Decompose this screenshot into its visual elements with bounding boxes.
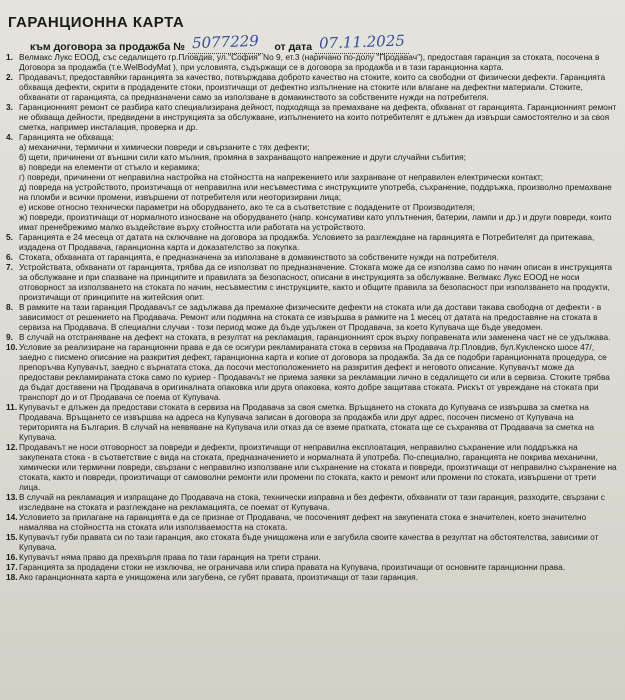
clause: 7. Устройствата, обхванати от гаранцията, трябва да се използват по предназначение. Стоката може да се използва само по начин описан в инструкцията за обслужване и при спазване на принципите и правилата за безопасност, описани в инструкцията за обслужване. Велмакс Лукс ЕООД не носи отговорност за използването на стоката по начин, несъвместим с инструкциите, както и общите правила за безопасност при използването на продукти, произтичащи от принципите на житейския опит. [6,262,612,302]
warranty-clauses [6,52,618,582]
exclusion-item: в) повреди на елементи от стъкло и керамика; [19,162,200,172]
exclusion-item: д) повреда на устройството, произтичаща от неправилна или несъвместима с инструкциите употреба, съхранение, поддръжка, произволно премахване на пломби и всички промени, извършени от потребителя или неоторизирани лица; [19,182,612,202]
exclusion-item: г) повреди, причинени от неправилна настройка на стойността на напрежението или захранване от неправилен електрически контакт; [19,172,544,182]
clause: 1. Велмакс Лукс ЕООД, със седалището гр.Пловдив, ул."София" No 9, ет.3 (наричано по-долу "Продавач"), предоставя гаранция за стоката, посочена в Договора за продажба (т.е.WelBodyMat ), при условията, съдържащи се в договора за продажба и в тази гаранционна карта. [6,52,600,72]
clause: 17. Гаранцията за продадени стоки не изключва, не ограничава или спира правата на Купувача, произтичащи от основните гаранционни права. [6,562,566,572]
clause: 15. Купувачът губи правата си по тази гаранция, ако стоката бъде унищожена или е загубила своите качества в резултат на обстоятелства, зависими от Купувача. [6,532,599,552]
clause: 5. Гаранцията е 24 месеца от датата на сключване на договора за продажба. Условието за разглеждане на гаранцията е Потребителят да притежава, издадена от Продавача, гаранционна карта и доказателство за покупка. [6,232,595,252]
contract-date: 07.11.2025 [318,31,406,53]
document-title: ГАРАНЦИОННА КАРТА [8,14,185,31]
clause: 16. Купувачът няма право да прехвърля права по тази гаранция на трети страни. [6,552,321,562]
clause: 10. Условие за реализиране на гаранционни права е да се осигури рекламираната стока в сервиза на Продавача /гр.Пловдив, бул.Кукленско шосе 47/, заедно с писмено описание на разкрития дефект, гаранционна карта и копие от договора за продажба. За да се подобри гаранционната процедура, се препоръчва Купувачът, заедно с върнатата стока, да посочи местоположението на разкрития дефект и неговото описание. Купувачът може да предостави рекламираната стока само по куриер - Продавачът не приема заявки за рекламации лично в седалището си или в сервиза. Стоките трябва да бъдат доставени на Продавача в оригиналната опаковка или друга опаковка, която добре защитава стоката. Рискът от увреждане на стоката при транспорт до и от Продавача се поема от Купувача. [6,342,610,402]
exclusion-item: б) щети, причинени от външни сили като мълния, промяна в захранващото напрежение и други случайни събития; [19,152,466,162]
clause: 11. Купувачът е длъжен да предостави стоката в сервиза на Продавача за своя сметка. Връщането на стоката до Купувача се извършва за сметка на Продавача. Връщането се извършва на адреса на Купувача записан в договора за продажба или друг адрес, посочен писмено от Купувача на територията на България. В случай на неявяване на Купувача или отказ да се вземе пратката, стоката ще се съхранява от Продавача за сметка на Купувача. [6,402,595,442]
exclusion-item: ж) повреди, произтичащи от нормалното износване на оборудването (напр. консумативи като уплътнения, батерии, лампи и др.) и други повреди, които имат пренебрежимо малко въздействие върху стойността или работата на устройството. [19,212,612,232]
clause: 18. Ако гаранционната карта е унищожена или загубена, се губят правата, произтичащи от тази гаранция. [6,572,418,582]
date-prefix: от дата [274,41,313,53]
clause: 3. Гаранционният ремонт се разбира като специализирана дейност, подходяща за премахване на дефекта, обхванат от гаранцията. Гаранционният ремонт не обхваща дейности, предвидени в инструкцията за обслужване, изпълнението на които потребителят е длъжен да извърши самостоятелно и за своя сметка, например инсталация, проверка и др. [6,102,617,132]
clause: 2. Продавачът, предоставяйки гаранцията за качество, потвърждава доброто качество на стоките, които са свободни от физически дефекти. Гаранцията обхваща дефекти, скрити в продадените стоки, произтичащи от дефектно изпълнение на стоките или влагане на дефектни материали. Стоките, обхванати от гаранцията, са предназначени само за използване в домакинството за собствените нужди на потребителя. [6,72,606,102]
clause: 12. Продавачът не носи отговорност за повреди и дефекти, произтичащи от неправилна експлоатация, неправилно съхранение или поддръжка на закупената стока - в съответствие с вида на стоката, предназначението и нормалната й употреба. По-специално, гаранцията не покрива механични, химически или термични повреди, свързани с неправилно използване или съхранение на стоката и повреди, произтичащи от неправилно съхранение на стоката, както и повреди, произтичащи от самоволни ремонти или промени по стоката, както и ремонт или промени по стоката, извършени от трети лица. [6,442,617,492]
clause: 6. Стоката, обхваната от гаранцията, е предназначена за използване в домакинството за собствените нужди на потребителя. [6,252,499,262]
contract-number: 5077229 [191,31,260,53]
clause: 13. В случай на рекламация и изпращане до Продавача на стока, технически изправна и без дефекти, обхванати от тази гаранция, разходите, свързани с изследване на стоката и разглеждане на рекламацията, се поемат от Купувача. [6,492,605,512]
clause: 8. В рамките на тази гаранция Продавачът се задължава да премахне физическите дефекти на стоката или да достави такава свободна от дефекти - в зависимост от решението на Продавача. Ремонт или подмяна на стоката се извършва в рамките на 1 месец от датата на предоставяне на стоката в сервиза на Продавача. В специални случаи - този период може да бъде удължен от Продавача, за което Купувача ще бъде уведомен. [6,302,602,332]
contract-prefix: към договора за продажба № [30,41,185,53]
exclusion-item: е) искове относно технически параметри на оборудването, ако те са в съответствие с подадените от Производителя; [19,202,475,212]
exclusion-item: а) механични, термични и химически повреди и свързаните с тях дефекти; [19,142,310,152]
clause: 4. Гаранцията не обхваща: [6,132,114,142]
clause: 9. В случай на отстраняване на дефект на стоката, в резултат на рекламация, гаранционният срок върху поправената или заменена част не се удължава. [6,332,611,342]
clause: 14. Условието за прилагане на гаранцията е да се признае от Продавача, че посоченият дефект на закупената стока е значителен, което значително намалява на стойността на стоката или използваемостта на стоката. [6,512,587,532]
